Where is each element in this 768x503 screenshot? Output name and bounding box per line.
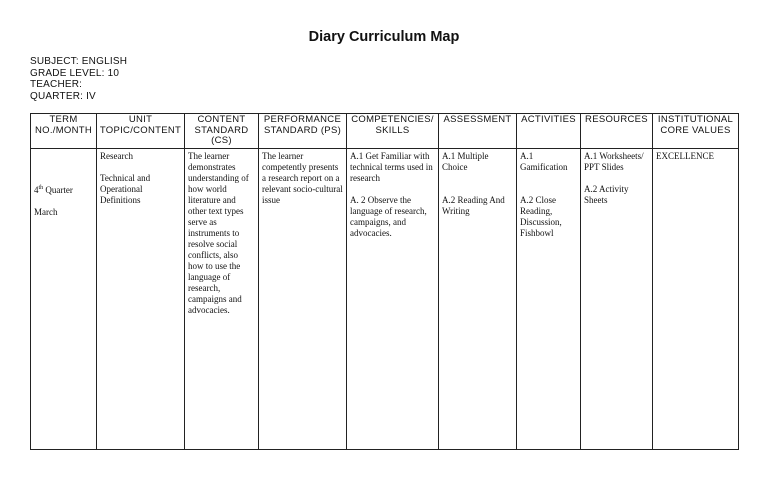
unit-topic: Research <box>100 151 133 161</box>
resource-1: A.1 Worksheets/ PPT Slides <box>584 151 644 172</box>
header-competencies: COMPETENCIES/ SKILLS <box>347 114 439 149</box>
grade-level-line: GRADE LEVEL: 10 <box>30 67 120 79</box>
cell-unit <box>97 149 185 450</box>
cell-core-values: EXCELLENCE <box>653 149 739 450</box>
header-row <box>31 114 739 149</box>
header-resources: RESOURCES <box>581 114 653 149</box>
header-core-values: INSTITUTIONAL CORE VALUES <box>653 114 739 149</box>
unit-content: Technical and Operational Definitions <box>100 173 151 205</box>
curriculum-map-table <box>30 113 739 450</box>
teacher-line: TEACHER: <box>30 79 83 90</box>
cell-assessment <box>439 149 517 450</box>
cell-term <box>31 149 97 450</box>
assessment-1: A.1 Multiple Choice <box>442 151 489 172</box>
term-quarter: 4th Quarter <box>34 185 73 195</box>
header-activities: ACTIVITIES <box>517 114 581 149</box>
cell-resources <box>581 149 653 450</box>
activity-1: A.1 Gamification <box>520 151 568 172</box>
quarter-line: QUARTER: IV <box>30 90 96 102</box>
document-meta <box>30 56 127 102</box>
table-row <box>31 149 739 450</box>
term-month: March <box>34 207 58 217</box>
cell-competencies <box>347 149 439 450</box>
cell-content-standard: The learner demonstrates understanding of how world literature and other text types serve as instruments to resolve social conflicts, also how to use the language of research, campaigns and advocacies. <box>185 149 259 450</box>
competency-1: A.1 Get Familiar with technical terms used in research <box>350 151 433 183</box>
header-content-standard: CONTENT STANDARD (CS) <box>185 114 259 149</box>
cell-performance-standard: The learner competently presents a research report on a relevant socio-cultural issue <box>259 149 347 450</box>
resource-2: A.2 Activity Sheets <box>584 184 629 205</box>
header-unit: UNIT TOPIC/CONTENT <box>97 114 185 149</box>
header-performance-standard: PERFORMANCE STANDARD (PS) <box>259 114 347 149</box>
page-title: Diary Curriculum Map <box>308 29 460 45</box>
competency-2: A. 2 Observe the language of research, campaigns, and advocacies. <box>350 195 427 238</box>
assessment-2: A.2 Reading And Writing <box>442 195 505 216</box>
cell-activities <box>517 149 581 450</box>
activity-2: A.2 Close Reading, Discussion, Fishbowl <box>520 195 562 238</box>
subject-line: SUBJECT: ENGLISH <box>30 56 128 67</box>
header-assessment: ASSESSMENT <box>439 114 517 149</box>
header-term: TERM NO./MONTH <box>31 114 97 149</box>
